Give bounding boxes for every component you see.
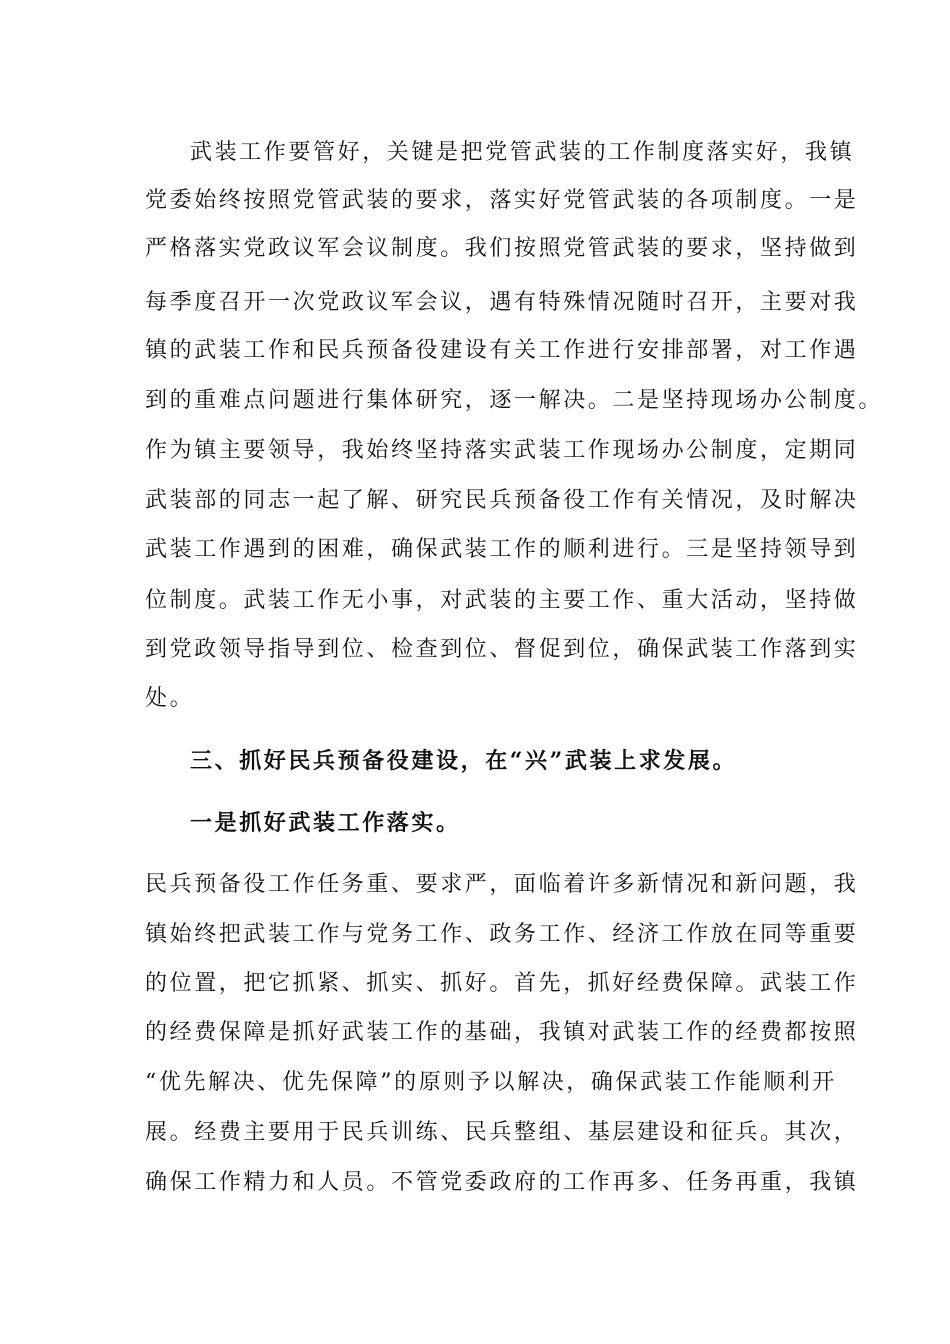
- paragraph-1-line-11: 到党政领导指导到位、检查到位、督促到位，确保武装工作落到实: [145, 637, 859, 662]
- paragraph-1-line-7: 作为镇主要领导，我始终坚持落实武装工作现场办公制度，定期同: [145, 438, 859, 463]
- paragraph-2-line-7: 确保工作精力和人员。不管党委政府的工作再多、任务再重，我镇: [145, 1170, 859, 1195]
- paragraph-1-line-5: 镇的武装工作和民兵预备役建设有关工作进行安排部署，对工作遇: [145, 338, 859, 363]
- paragraph-1-line-1: 武装工作要管好，关键是把党管武装的工作制度落实好，我镇: [190, 140, 855, 165]
- paragraph-2-line-3: 的位置，把它抓紧、抓实、抓好。首先，抓好经费保障。武装工作: [145, 971, 859, 996]
- paragraph-1-line-3: 严格落实党政议军会议制度。我们按照党管武装的要求，坚持做到: [145, 236, 859, 261]
- paragraph-2-line-4: 的经费保障是抓好武装工作的基础，我镇对武装工作的经费都按照: [145, 1020, 859, 1045]
- paragraph-1-line-2: 党委始终按照党管武装的要求，落实好党管武装的各项制度。一是: [145, 188, 859, 213]
- paragraph-2-line-1: 民兵预备役工作任务重、要求严，面临着许多新情况和新问题，我: [145, 872, 859, 897]
- paragraph-2-line-2: 镇始终把武装工作与党务工作、政务工作、经济工作放在同等重要: [145, 922, 859, 947]
- paragraph-1-line-6: 到的重难点问题进行集体研究，逐一解决。二是坚持现场办公制度。: [145, 388, 884, 413]
- paragraph-1-line-9: 武装工作遇到的困难，确保武装工作的顺利进行。三是坚持领导到: [145, 537, 859, 562]
- paragraph-2-line-5: “优先解决、优先保障”的原则予以解决，确保武装工作能顺利开: [145, 1070, 837, 1095]
- section-heading: 三、抓好民兵预备役建设，在“兴”武装上求发展。: [190, 748, 738, 774]
- paragraph-1-line-4: 每季度召开一次党政议军会议，遇有特殊情况随时召开，主要对我: [145, 290, 859, 315]
- paragraph-1-line-10: 位制度。武装工作无小事，对武装的主要工作、重大活动，坚持做: [145, 588, 859, 613]
- paragraph-1-line-8: 武装部的同志一起了解、研究民兵预备役工作有关情况，及时解决: [145, 488, 859, 513]
- paragraph-2-line-6: 展。经费主要用于民兵训练、民兵整组、基层建设和征兵。其次，: [145, 1120, 859, 1145]
- paragraph-1-line-12: 处。: [145, 686, 195, 711]
- subheading: 一是抓好武装工作落实。: [190, 810, 461, 836]
